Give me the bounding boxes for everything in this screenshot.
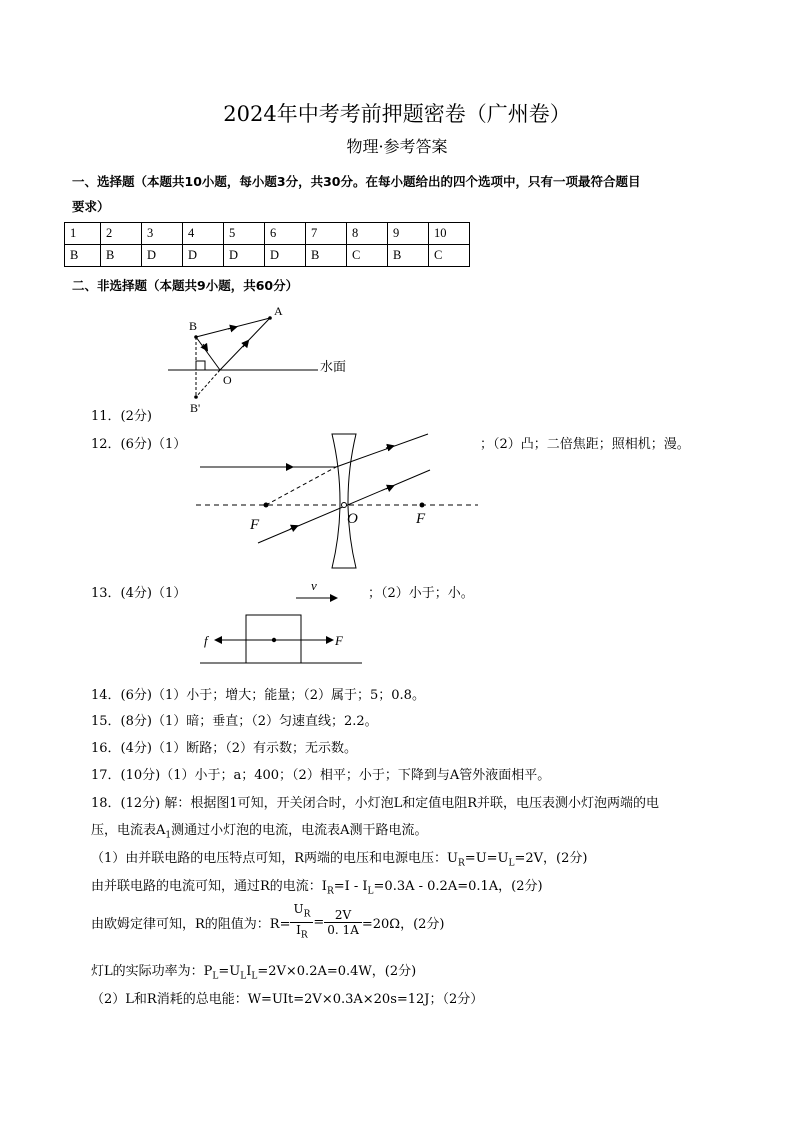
subscript: L [212,971,219,982]
q14-line: 14．(6分)（1）小于；增大；能量；（2）属于；5；0.8。 [91,688,425,703]
q18-line4 [91,875,543,897]
section1-heading-line1: 一、选择题（本题共10小题，每小题3分，共30分。在每小题给出的四个选项中，只有一项最符合题目 [72,174,641,189]
table-cell: 3 [142,223,183,245]
subscript: 1 [165,830,172,841]
text: =20Ω，(2分) [361,916,445,932]
text: 压，电流表A [91,823,166,838]
q18-line1: 18．(12分) 解：根据图1可知，开关闭合时，小灯泡L和定值电阻R并联，电压表测小灯泡两端的电 [91,796,660,811]
block-center [272,638,276,642]
table-cell: D [183,245,224,267]
label-v: v [311,578,317,593]
table-cell: B [306,245,347,267]
table-cell: C [429,245,470,267]
fraction-ur-over-ir [290,902,313,942]
table-cell: B [65,245,101,267]
table-cell: 4 [183,223,224,245]
q18-line5 [91,902,445,942]
text: I [296,922,301,937]
label-f-friction: f [204,633,208,648]
label-f-left: F [250,517,260,533]
page-title: 2024年中考考前押题密卷（广州卷） [223,102,571,126]
table-cell: D [265,245,306,267]
q11-label: 11．(2分) [91,409,152,424]
table-cell: 1 [65,223,101,245]
text: =2V×0.2A=0.4W，(2分) [257,964,417,979]
table-cell: D [142,245,183,267]
fraction-2v-over-01a [324,908,362,937]
text: =I - I [333,879,368,894]
q18-line2 [91,819,428,841]
label-water-surface: 水面 [320,359,347,374]
subscript: R [326,886,334,897]
label-b: B [189,319,198,333]
section1-heading-line2: 要求） [72,199,110,214]
q13-label: 13．(4分)（1） [91,586,187,601]
subscript: L [367,886,374,897]
text: 灯L的实际功率为：P [91,964,213,979]
subscript: R [458,858,465,869]
page-subtitle: 物理·参考答案 [346,137,448,156]
label-f-right: F [416,511,426,527]
denominator: 0. 1A [327,922,359,937]
text: （1）由并联电路的电压特点可知，R两端的电压和电源电压：U [91,851,459,866]
label-bprime: B' [190,401,201,415]
q17-line: 17．(10分)（1）小于；a；400；（2）相平；小于；下降到与A管外液面相平。 [91,768,551,783]
text: =2V，(2分) [514,851,588,866]
text: =U=U [464,851,509,866]
q12-answer-tail: ；（2）凸；二倍焦距；照相机；漫。 [480,437,690,452]
label-a: A [274,304,283,318]
text: 由并联电路的电流可知，通过R的电流：I [91,879,327,894]
text: =U [218,964,241,979]
text: U [293,902,304,917]
table-cell: D [224,245,265,267]
q18-line7: （2）L和R消耗的总电能：W=UIt=2V×0.3A×20s=12J；（2分） [91,992,484,1007]
subscript: R [300,929,308,940]
denominator [290,923,313,942]
q12-label: 12．(6分)（1） [91,437,187,452]
table-cell: B [388,245,429,267]
text: =0.3A - 0.2A=0.1A，(2分) [373,879,543,894]
table-cell: 10 [429,223,470,245]
label-o: O [223,373,232,387]
q13-answer-tail: ；（2）小于；小。 [368,586,474,601]
q18-line6 [91,960,416,982]
text: I [246,964,252,979]
table-cell: 2 [101,223,142,245]
subscript: R [303,909,311,920]
equals-sign: = [313,914,325,930]
q16-line: 16．(4分)（1）断路；（2）有示数；无示数。 [91,741,357,756]
numerator [290,902,313,922]
subscript: L [508,858,515,869]
table-cell: C [347,245,388,267]
table-cell: 6 [265,223,306,245]
label-o: O [347,511,358,527]
table-cell: 9 [388,223,429,245]
table-cell: 8 [347,223,388,245]
section2-heading: 二、非选择题（本题共9小题，共60分） [72,278,299,293]
label-f-force: F [335,633,343,648]
table-cell: 5 [224,223,265,245]
text: 由欧姆定律可知，R的阻值为：R= [91,916,291,932]
subscript: L [240,971,247,982]
numerator: 2V [324,908,362,923]
table-cell: 7 [306,223,347,245]
text: 测通过小灯泡的电流，电流表A测干路电流。 [171,823,428,838]
table-cell: B [101,245,142,267]
q18-line3 [91,847,587,869]
q15-line: 15．(8分)（1）暗；垂直；（2）匀速直线；2.2。 [91,714,378,729]
subscript: L [251,971,258,982]
